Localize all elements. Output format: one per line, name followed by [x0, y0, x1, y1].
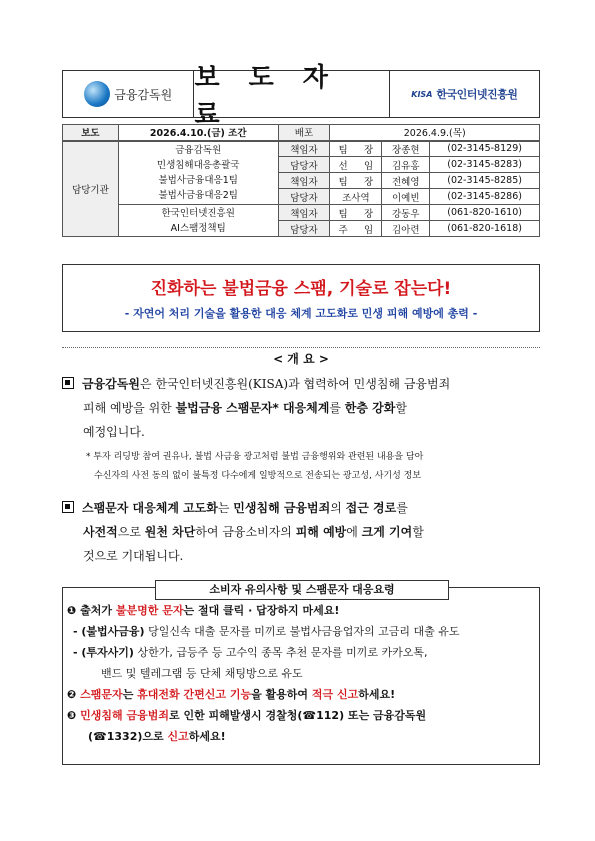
tip-1 — [67, 600, 537, 621]
contact-name: 김유홍 — [382, 157, 430, 173]
org-fss-line: 불법사금융대응2팀 — [158, 189, 238, 201]
text-bold: 민생침해 금융범죄 — [233, 501, 331, 515]
text: 것으로 기대됩니다. — [83, 549, 184, 563]
kisa-logo-cell — [390, 71, 539, 117]
tip-2 — [67, 684, 537, 705]
text: 하여 금융소비자의 — [195, 525, 296, 539]
contact-title-a: 주 — [330, 221, 356, 237]
contact-role: 담당자 — [278, 189, 330, 205]
tip-3 — [67, 705, 537, 726]
tip-1-sub-2-cont: 밴드 및 텔레그램 등 단체 채팅방으로 유도 — [101, 667, 303, 680]
fss-logo-cell — [63, 71, 194, 117]
overview-paragraph-2 — [62, 496, 540, 568]
contact-title-a: 팀 — [330, 205, 356, 221]
headline-sub: - 자연어 처리 기술을 활용한 대응 체계 고도화로 민생 피해 예방에 총력 - — [124, 307, 478, 320]
text-bold: * 대응체계 — [272, 401, 330, 415]
text-bold: 금융감독원 — [82, 377, 140, 391]
release-label: 보도 — [63, 125, 119, 141]
text: 당일신속 대출 문자를 미끼로 불법사금융업자의 고금리 대출 유도 — [144, 625, 460, 638]
contact-name: 강동우 — [382, 205, 430, 221]
contact-phone: (02-3145-8283) — [430, 157, 540, 173]
text: 피해 예방을 위한 — [83, 401, 176, 415]
text-bold: 불법금융 스팸문자 — [175, 401, 273, 415]
footnote — [86, 448, 540, 486]
contact-title-a: 조사역 — [330, 189, 382, 205]
contact-title-b: 장 — [356, 205, 382, 221]
text: 은 한국인터넷진흥원(KISA)과 협력하여 민생침해 금융범죄 — [139, 377, 451, 391]
text: 는 절대 클릭 · 답장하지 마세요! — [183, 604, 340, 617]
dept-label: 담당기관 — [63, 141, 119, 237]
overview-title: < 개 요 > — [273, 352, 329, 366]
org-kisa — [118, 205, 278, 237]
org-fss-line: 민생침해대응총괄국 — [156, 159, 240, 171]
tip-1-sub-2 — [67, 642, 537, 663]
contact-title-a: 팀 — [330, 141, 356, 157]
text: 로 인한 피해발생시 경찰청(☎112) 또는 금융감독원 — [169, 709, 427, 722]
text-red: 불분명한 문자 — [115, 604, 184, 617]
text-bold: - (투자사기) — [73, 646, 134, 659]
text: 하세요! — [188, 730, 226, 743]
press-title: 보 도 자 료 — [194, 63, 338, 130]
footnote-line: * 투자 리딩방 참여 권유나, 불법 사금융 광고처럼 불법 금융행위와 관련된 내용을 담아 — [86, 452, 424, 462]
text: 는 — [122, 688, 138, 701]
contact-role: 책임자 — [278, 141, 330, 157]
tip-3-cont — [67, 726, 537, 747]
org-fss-line: 금융감독원 — [175, 144, 222, 156]
text: 으로 — [117, 525, 145, 539]
contact-name: 전혜영 — [382, 173, 430, 189]
contact-title-b: 장 — [356, 141, 382, 157]
contact-phone: (061-820-1618) — [430, 221, 540, 237]
contact-phone: (02-3145-8129) — [430, 141, 540, 157]
headline-box — [62, 264, 540, 332]
contact-role: 책임자 — [278, 205, 330, 221]
org-kisa-line: AI스팸정책팀 — [170, 222, 226, 234]
text-red: 신고 — [167, 730, 189, 743]
text-bold: 한층 강화 — [344, 401, 396, 415]
text-bold: 크게 기여 — [361, 525, 413, 539]
text-red: 적극 신고 — [311, 688, 359, 701]
contact-phone: (061-820-1610) — [430, 205, 540, 221]
text-bold: - (불법사금융) — [73, 625, 145, 638]
text-bold: 피해 예방 — [295, 525, 347, 539]
contact-title-a: 팀 — [330, 173, 356, 189]
distribution-value: 2026.4.9.(목) — [330, 125, 540, 141]
text: 출처가 — [80, 604, 116, 617]
text: 를 — [329, 401, 345, 415]
text-bold: 접근 경로 — [345, 501, 397, 515]
consumer-tips-box — [62, 583, 540, 765]
text: 의 — [330, 501, 346, 515]
contact-role: 담당자 — [278, 157, 330, 173]
tip-1-sub-1 — [67, 621, 537, 642]
contact-title-b: 임 — [356, 157, 382, 173]
kisa-logo-icon: KISA — [411, 89, 433, 99]
headline-main: 진화하는 불법금융 스팸, 기술로 잡는다! — [150, 279, 452, 299]
text-bold: 사전적 — [83, 525, 118, 539]
consumer-tips-title: 소비자 유의사항 및 스팸문자 대응요령 — [155, 580, 449, 600]
text: 상한가, 급등주 등 고수익 종목 추천 문자를 미끼로 카카오톡, — [133, 646, 428, 659]
fss-name: 금융감독원 — [114, 87, 173, 102]
text-red: 휴대전화 간편신고 기능 — [137, 688, 252, 701]
text: 는 — [217, 501, 234, 515]
number-2-icon: ❷ — [67, 688, 77, 701]
text: 할 — [395, 401, 407, 415]
text-bold: 원천 차단 — [144, 525, 196, 539]
square-bullet-icon — [62, 501, 74, 513]
number-3-icon: ❸ — [67, 709, 77, 722]
press-title-cell — [194, 63, 389, 130]
overview-divider — [62, 347, 540, 348]
org-fss — [118, 141, 278, 205]
text-red: 스팸문자 — [80, 688, 123, 701]
text: 을 활용하여 — [251, 688, 312, 701]
contact-title-b: 임 — [356, 221, 382, 237]
footnote-line: 수신자의 사전 동의 없이 불특정 다수에게 일방적으로 전송되는 광고성, 사기성 정보 — [94, 471, 422, 481]
contact-name: 이예빈 — [382, 189, 430, 205]
release-value: 2026.4.10.(금) 조간 — [118, 125, 278, 141]
consumer-tips-list — [67, 600, 537, 747]
text: (☎1332)으로 — [88, 730, 168, 743]
distribution-label: 배포 — [278, 125, 330, 141]
contact-name: 김아련 — [382, 221, 430, 237]
overview-paragraph-1 — [62, 372, 540, 444]
org-fss-line: 불법사금융대응1팀 — [158, 174, 238, 186]
contact-role: 책임자 — [278, 173, 330, 189]
fss-logo-icon — [84, 81, 110, 107]
contact-title-a: 선 — [330, 157, 356, 173]
text-bold: 스팸문자 대응체계 고도화 — [82, 501, 218, 515]
release-info-table — [62, 124, 540, 237]
square-bullet-icon — [62, 377, 74, 389]
text-red: 민생침해 금융범죄 — [80, 709, 170, 722]
contact-title-b: 장 — [356, 173, 382, 189]
text: 할 — [412, 525, 424, 539]
number-1-icon: ❶ — [67, 604, 77, 617]
contact-role: 담당자 — [278, 221, 330, 237]
contact-name: 장종현 — [382, 141, 430, 157]
org-kisa-line: 한국인터넷진흥원 — [161, 207, 235, 219]
text: 하세요! — [358, 688, 396, 701]
kisa-name: 한국인터넷진흥원 — [436, 88, 518, 101]
press-header — [62, 63, 540, 130]
text: 에 — [346, 525, 362, 539]
contact-phone: (02-3145-8286) — [430, 189, 540, 205]
contact-phone: (02-3145-8285) — [430, 173, 540, 189]
text: 예정입니다. — [83, 425, 145, 439]
text: 를 — [396, 501, 408, 515]
